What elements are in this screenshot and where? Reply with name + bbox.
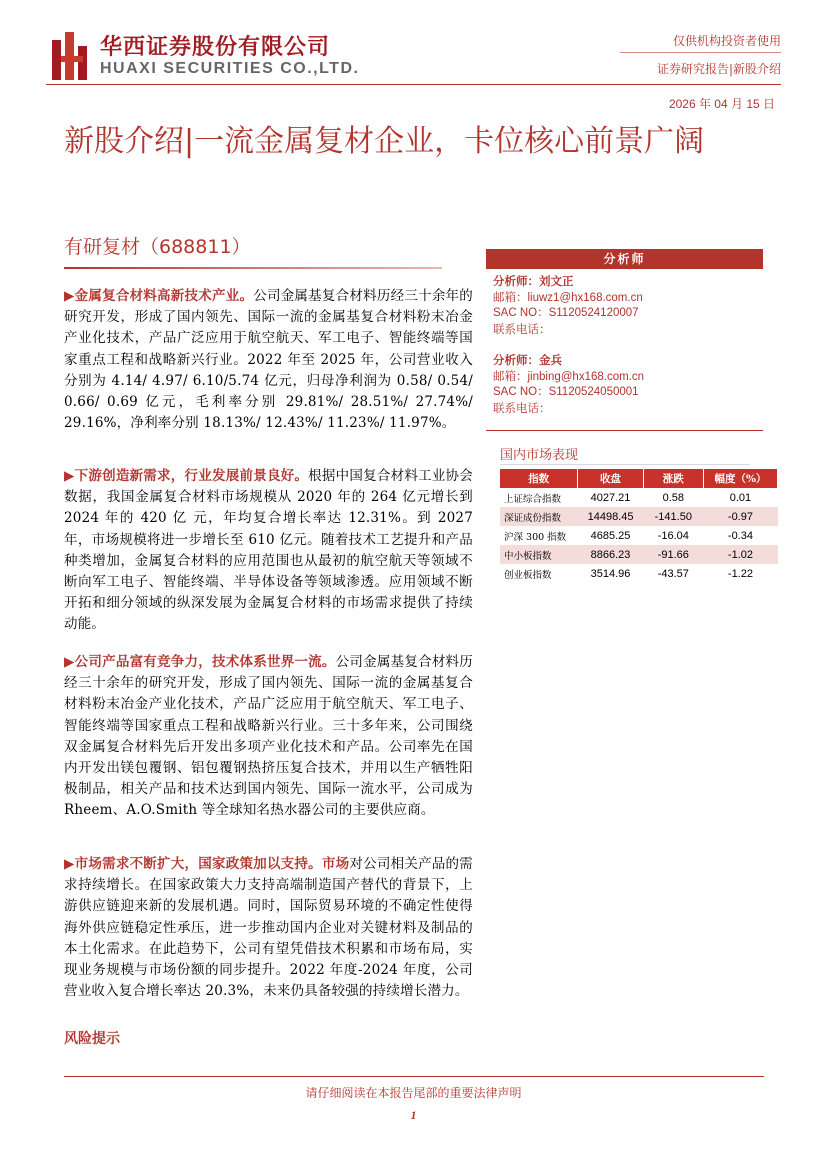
report-type-tag: 证券研究报告|新股介绍	[656, 62, 781, 76]
table-row	[500, 545, 778, 564]
risk-heading: 风险提示	[64, 1031, 120, 1047]
paragraph-lead: ▶下游创造新需求，行业发展前景良好。	[64, 468, 309, 484]
table-row	[500, 507, 778, 526]
analyst-phone-label: 联系电话：	[493, 400, 551, 415]
analyst-phone-label: 联系电话：	[493, 321, 551, 336]
change-percent: -0.34	[727, 529, 753, 542]
email-label: 邮箱：	[493, 368, 528, 383]
paragraph-competitiveness	[64, 652, 473, 822]
stock-name-underline	[64, 267, 442, 269]
market-performance-title: 国内市场表现	[500, 448, 579, 463]
email-label: 邮箱：	[493, 289, 528, 304]
analyst-card	[493, 274, 643, 337]
paragraph-lead: ▶公司产品富有竞争力，技术体系世界一流。	[64, 654, 336, 670]
market-table	[500, 469, 778, 583]
index-name: 上证综合指数	[504, 493, 562, 505]
index-name: 创业板指数	[504, 569, 552, 581]
close-value: 14498.45	[578, 507, 643, 526]
header-divider	[46, 84, 781, 85]
analyst-sac-number: SAC NO：S1120524050001	[493, 386, 639, 398]
close-value: 3514.96	[590, 567, 631, 580]
analyst-email-link[interactable]: jinbing@hx168.com.cn	[527, 370, 645, 383]
change-percent: -1.22	[727, 567, 753, 580]
audience-tag: 仅供机构投资者使用	[672, 34, 781, 48]
index-name: 深证成份指数	[500, 507, 578, 526]
analyst-name: 分析师：刘文正	[493, 274, 574, 288]
analyst-email-link[interactable]: liuwz1@hx168.com.cn	[527, 291, 643, 304]
change-percent: -0.97	[703, 507, 777, 526]
legal-disclaimer: 请仔细阅读在本报告尾部的重要法律声明	[305, 1086, 522, 1100]
market-title-underline	[500, 464, 750, 465]
column-header: 幅度（%）	[703, 469, 777, 488]
paragraph-industry	[64, 466, 473, 636]
change-percent: 0.01	[729, 491, 752, 504]
analyst-card	[493, 353, 644, 416]
change-percent: -1.02	[703, 545, 777, 564]
report-date: 2026 年 04 月 15 日	[668, 97, 775, 111]
paragraph-text: 根据中国复合材料工业协会数据，我国金属复合材料市场规模从 2020 年的 264 亿元增长到 2024 年的 420 亿 元，年均复合增长率达 12.31%。到 2027 年，市场规模将进一步增长至 610 亿元。随着技术工艺提升和产品种类增加，金属复合材料的应用范围也从最初的航空航天等领域不断向军工电子、智能终端、半导体设备等领域渗透。应用领域不断开拓和细分领域的纵深发展为金属复合材料的市场需求提供了持续动能。	[64, 468, 473, 633]
analyst-name: 分析师：金兵	[493, 353, 562, 367]
close-value: 4685.25	[590, 529, 631, 542]
change-value: -141.50	[643, 507, 703, 526]
company-name-en: HUAXI SECURITIES CO.,LTD.	[100, 60, 360, 77]
paragraph-text: 公司金属基复合材料历经三十余年的研究开发，形成了国内领先、国际一流的金属基复合材料粉末冶金产业化技术，产品广泛应用于航空航天、军工电子、智能终端等国家重点工程和战略新兴行业。2022 年至 2025 年，公司营业收入分别为 4.14/ 4.97/ 6.10/5.74 亿元，归母净利润为 0.58/ 0.54/ 0.66/ 0.69 亿元，毛利率分别 29.81%/ 28.51%/ 27.74%/ 29.16%，净利率分别 18.13%/ 12.43%/ 11.23%/ 11.97%。	[64, 288, 473, 432]
paragraph-lead: ▶金属复合材料高新技术产业。	[64, 288, 254, 304]
stock-name: 有研复材（688811）	[64, 236, 251, 258]
page-number: 1	[410, 1108, 417, 1122]
column-header: 收盘	[578, 469, 643, 488]
close-value: 8866.23	[578, 545, 643, 564]
change-value: -16.04	[657, 529, 689, 542]
change-value: -43.57	[657, 567, 689, 580]
paragraph-market-demand	[64, 854, 473, 1002]
index-name: 沪深 300 指数	[504, 531, 567, 543]
table-row	[500, 526, 778, 545]
header-divider-short	[620, 52, 781, 53]
huaxi-logo-icon	[52, 32, 92, 80]
table-row	[500, 488, 778, 507]
close-value: 4027.21	[590, 491, 631, 504]
company-name-cn: 华西证券股份有限公司	[100, 35, 331, 60]
sidebar-divider	[486, 430, 763, 431]
change-value: 0.58	[662, 491, 685, 504]
paragraph-overview	[64, 286, 473, 434]
paragraph-text: 对公司相关产品的需求持续增长。在国家政策大力支持高端制造国产替代的背景下，上游供应链迎来新的发展机遇。同时，国际贸易环境的不确定性使得海外供应链稳定性承压，进一步推动国内企业对关键材料及制品的本土化需求。在此趋势下，公司有望凭借技术积累和市场布局，实现业务规模与市场份额的同步提升。2022 年度-2024 年度，公司营业收入复合增长率达 20.3%，未来仍具备较强的持续增长潜力。	[64, 856, 473, 1000]
change-value: -91.66	[643, 545, 703, 564]
table-row	[500, 564, 778, 583]
column-header: 指数	[500, 469, 578, 488]
paragraph-text: 公司金属基复合材料历经三十余年的研究开发，形成了国内领先、国际一流的金属基复合材料粉末冶金产业化技术，产品广泛应用于航空航天、军工电子、智能终端等国家重点工程和战略新兴行业。三十多年来，公司围绕双金属复合材料先后开发出多项产业化技术和产品。公司率先在国内开发出镁包覆钢、铝包覆钢热挤压复合技术，并用以生产牺牲阳极制品，相关产品和技术达到国内领先、国际一流水平，公司成为 Rheem、A.O.Smith 等全球知名热水器公司的主要供应商。	[64, 654, 474, 819]
analyst-heading: 分析师	[486, 249, 763, 269]
table-header-row	[500, 469, 778, 488]
paragraph-lead: ▶市场需求不断扩大，国家政策加以支持。市场	[64, 856, 350, 872]
report-title: 新股介绍|一流金属复材企业，卡位核心前景广阔	[64, 124, 705, 159]
column-header: 涨跌	[643, 469, 703, 488]
analyst-sac-number: SAC NO：S1120524120007	[493, 307, 639, 319]
index-name: 中小板指数	[500, 545, 578, 564]
footer-divider	[64, 1076, 764, 1077]
